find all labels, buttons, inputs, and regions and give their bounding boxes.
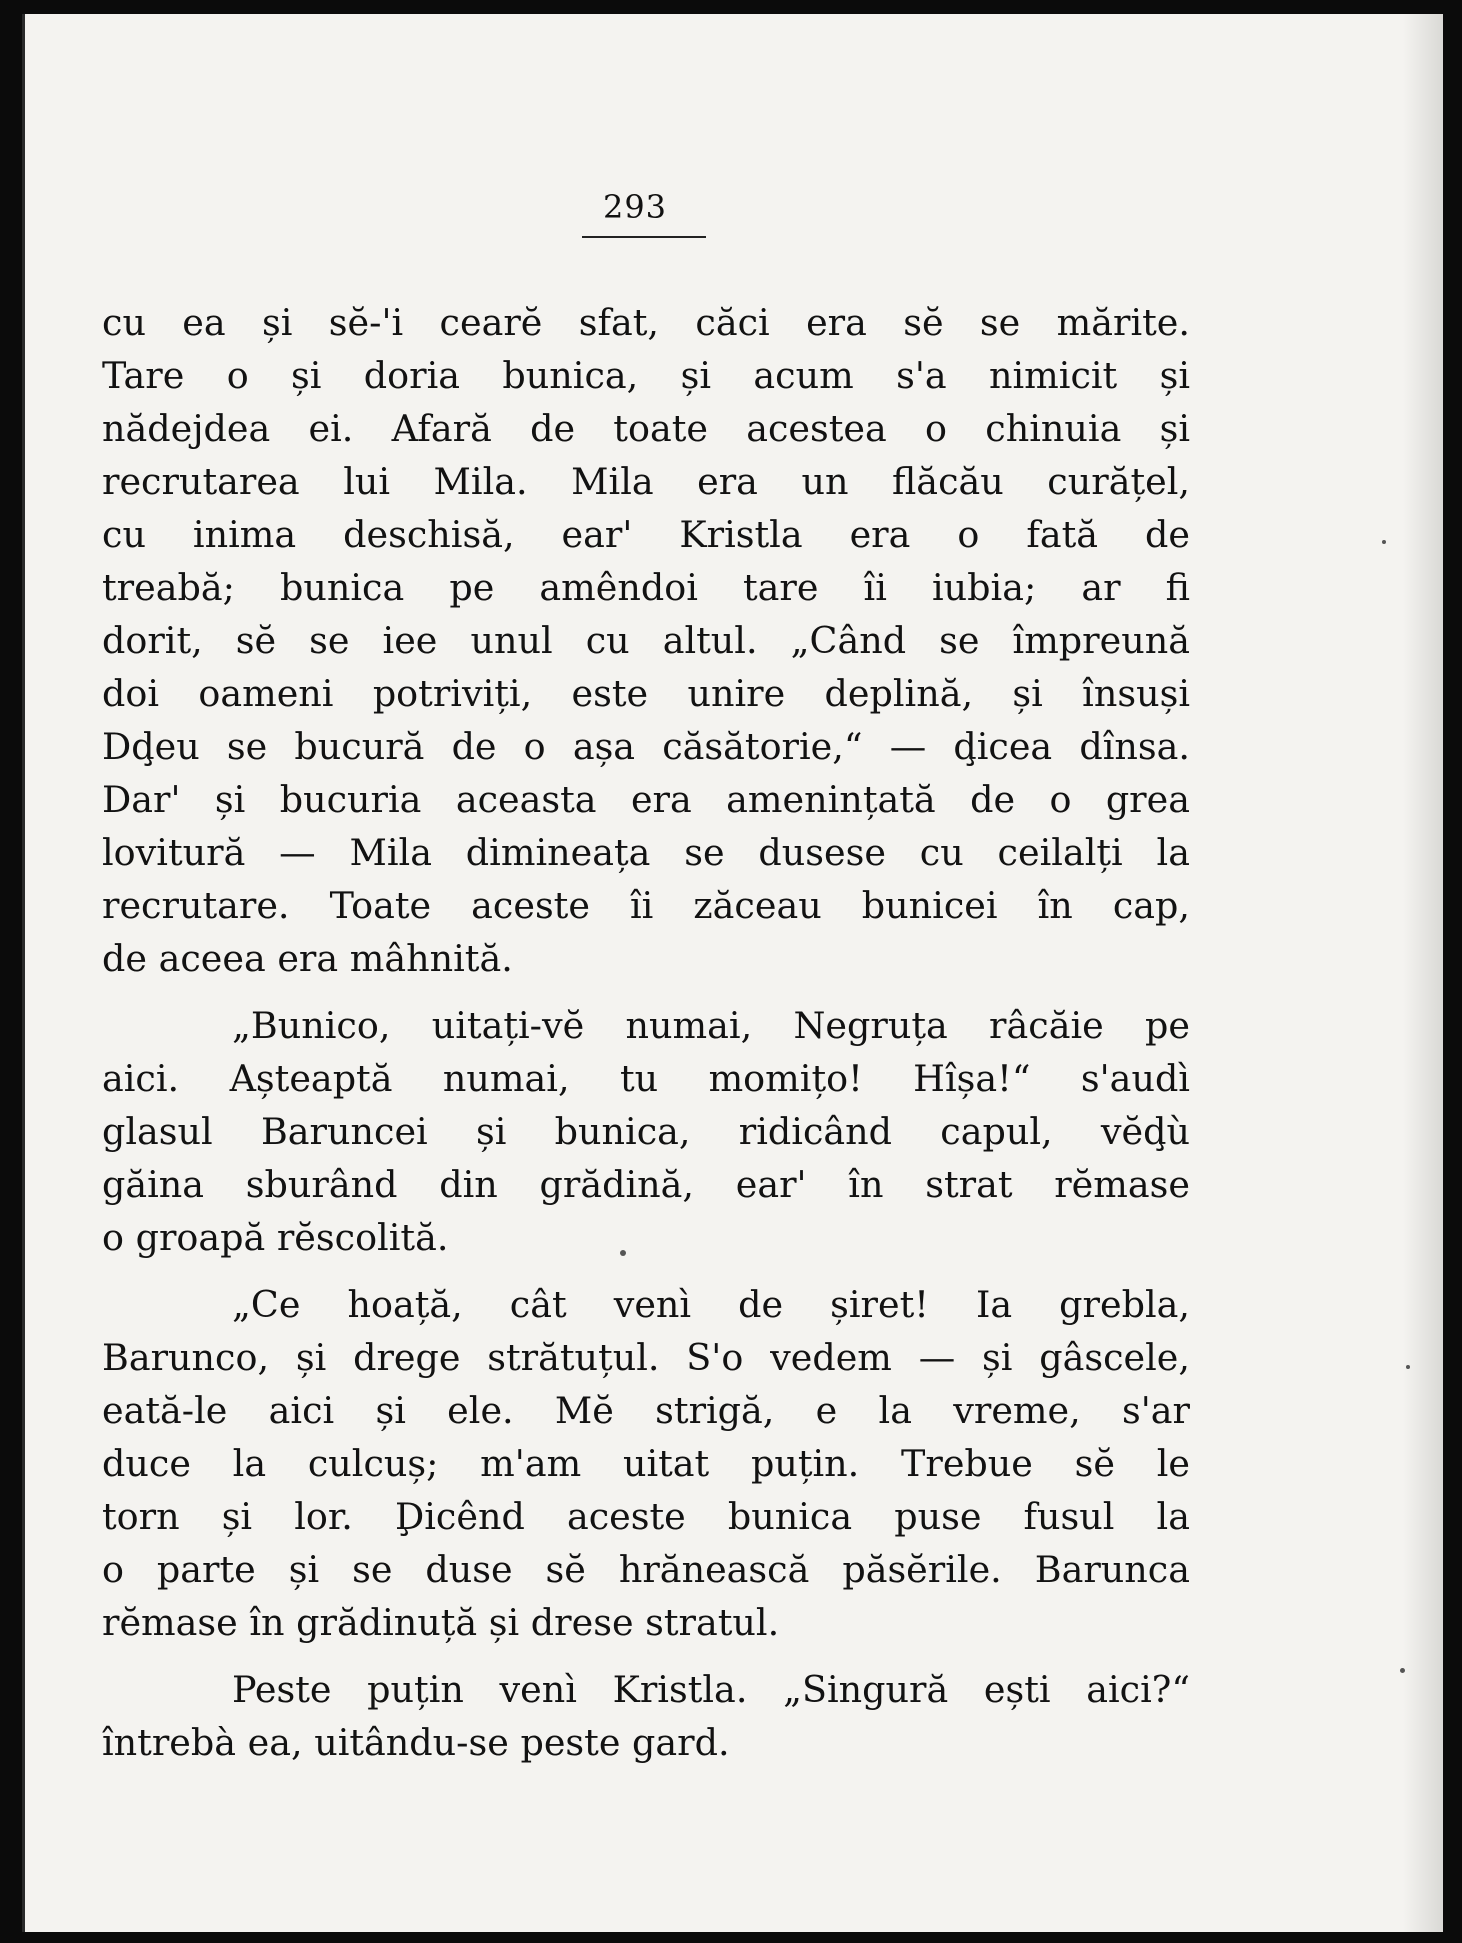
- text-line: glasul Baruncei și bunica, ridicând capul, vĕḑù: [102, 1110, 1190, 1153]
- text-line: nădejdea ei. Afară de toate acestea o chinuia și: [102, 407, 1190, 450]
- text-line: o parte și se duse sĕ hrănească păsĕrile. Barunca: [102, 1548, 1190, 1591]
- text-line: o groapă rĕscolită.: [102, 1216, 449, 1259]
- text-line: „Ce hoață, cât venì de șiret! Ia grebla,: [232, 1283, 1190, 1326]
- paragraph-4: [102, 1663, 1190, 1769]
- text-line: Dar' și bucuria aceasta era amenințată de o grea: [102, 778, 1190, 821]
- text-line: recrutarea lui Mila. Mila era un flăcău curățel,: [102, 460, 1190, 503]
- text-line: cu inima deschisă, ear' Kristla era o fată de: [102, 513, 1190, 556]
- text-line: rĕmase în grădinuță și drese stratul.: [102, 1601, 780, 1644]
- text-line: duce la culcuș; m'am uitat puțin. Trebue sĕ le: [102, 1442, 1190, 1485]
- text-line: Peste puțin venì Kristla. „Singură ești aici?“: [232, 1668, 1190, 1711]
- text-line: găina sburând din grădină, ear' în strat rĕmase: [102, 1163, 1190, 1206]
- text-line: cu ea și sĕ-'i cearĕ sfat, căci era sĕ se mărite.: [102, 301, 1190, 344]
- page-number-underline: [582, 236, 706, 238]
- paragraph-1: [102, 296, 1190, 985]
- scan-speck: [1382, 540, 1386, 544]
- text-line: Tare o și doria bunica, și acum s'a nimicit și: [102, 354, 1190, 397]
- text-line: eată-le aici și ele. Mĕ strigă, e la vreme, s'ar: [102, 1389, 1190, 1432]
- paragraph-2: [102, 999, 1190, 1264]
- page-number: 293: [602, 188, 668, 226]
- text-line: lovitură — Mila dimineața se dusese cu ceilalți la: [102, 831, 1190, 874]
- text-line: de aceea era mâhnită.: [102, 937, 513, 980]
- scan-speck: [1406, 1365, 1410, 1369]
- scan-speck: [620, 1250, 626, 1256]
- text-line: treabă; bunica pe amêndoi tare îi iubia; ar fi: [102, 566, 1190, 609]
- text-line: recrutare. Toate aceste îi zăceau bunicei în cap,: [102, 884, 1190, 927]
- page-text: [102, 296, 1190, 1783]
- text-line: întrebà ea, uitându-se peste gard.: [102, 1721, 730, 1764]
- text-line: „Bunico, uitați-vĕ numai, Negruța râcăie pe: [232, 1004, 1190, 1047]
- text-line: aici. Așteaptă numai, tu momițo! Hîșa!“ s'audì: [102, 1057, 1190, 1100]
- page-edge-shadow: [1403, 14, 1443, 1932]
- text-line: doi oameni potriviți, este unire deplină, și însuși: [102, 672, 1190, 715]
- text-line: torn și lor. Ḑicênd aceste bunica puse fusul la: [102, 1495, 1190, 1538]
- text-line: dorit, sĕ se iee unul cu altul. „Când se împreună: [102, 619, 1190, 662]
- text-line: Dḑeu se bucură de o așa căsătorie,“ — ḑicea dînsa.: [102, 725, 1190, 768]
- paragraph-3: [102, 1278, 1190, 1649]
- scan-speck: [1400, 1668, 1405, 1673]
- text-line: Barunco, și drege strătuțul. S'o vedem — și gâscele,: [102, 1336, 1190, 1379]
